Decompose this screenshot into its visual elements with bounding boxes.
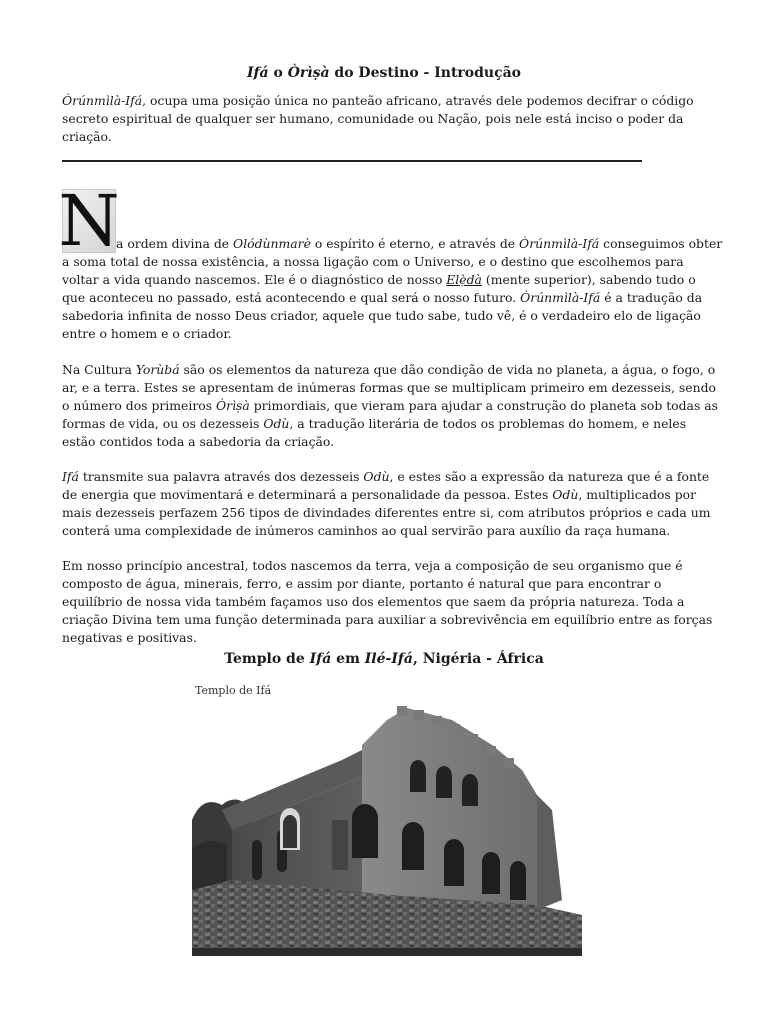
p1-eleda: Elẹ̀dà — [446, 272, 482, 287]
horizontal-rule — [62, 160, 642, 162]
p2-orisa: Òrìṣà — [216, 398, 250, 413]
p2-c: são os elementos da natureza que dão condição de vida no planeta, a água, o fogo, o ar, e a terra. Estes se apresentam de inúmeras formas que se multiplicam primeiro em dezesseis, sendo o número dos primeiros — [62, 362, 716, 413]
page-title — [0, 63, 768, 83]
p1-text-c: o espírito é eterno, e através de — [310, 236, 520, 251]
p1-olodumare: Olódùnmarè — [233, 236, 311, 251]
paragraph-3 — [62, 468, 722, 540]
paragraph-1-first-line — [116, 235, 726, 253]
p1-text-a: a ordem divina de — [116, 236, 234, 251]
p1-orunmila-2: Òrúnmìlà-Ifá — [520, 290, 601, 305]
p1-rest-c: (mente superior), sabendo tudo o que aconteceu no passado, está acontecendo e qual será o nosso futuro. — [62, 272, 696, 305]
paragraph-1 — [62, 253, 722, 343]
h2-ifa: Ifá — [309, 651, 332, 667]
intro-text: , ocupa uma posição única no panteão africano, através dele podemos decifrar o código secreto espiritual de qualquer ser humano, comunidade ou Nação, pois nele está inciso o poder da criação. — [62, 93, 694, 144]
title-ifa: Ifá — [246, 65, 269, 81]
p1-orunmila: Òrúnmìlà-Ifá — [519, 236, 600, 251]
p1-rest-e: é a tradução da sabedoria infinita de nosso Deus criador, aquele que tudo sabe, tudo vê, é o verdadeiro elo de ligação entre o homem e o criador. — [62, 290, 703, 341]
p3-ifa: Ifá — [62, 469, 79, 484]
h2-a: Templo de — [224, 651, 310, 667]
drop-cap — [58, 180, 120, 262]
p2-e: primordiais, que vieram para ajudar a construção do planeta sob todas as formas de vida, ou os dezesseis — [62, 398, 718, 431]
image-caption: Templo de Ifá — [195, 684, 272, 697]
p3-b: transmite sua palavra através dos dezesseis — [78, 469, 364, 484]
h2-e: , Nigéria - África — [412, 651, 544, 667]
p1-rest-a: a soma total de nossa existência, a nossa ligação com o Universo, e o destino que escolhemos para voltar a vida quando nascemos. Ele é o diagnóstico de nosso — [62, 254, 684, 287]
p2-g: , a tradução literária de todos os problemas do homem, e neles estão contidos toda a sabedoria da criação. — [62, 416, 687, 449]
p3-odu: Odù — [363, 469, 390, 484]
p3-d: , e estes são a expressão da natureza que é a fonte de energia que movimentará e determinará a personalidade da pessoa. Estes — [62, 469, 710, 502]
temple-photo — [192, 700, 582, 956]
paragraph-2 — [62, 361, 722, 451]
title-orisa: Òrìṣà — [287, 65, 330, 81]
h2-ile-ife: Ilé-Ifá — [364, 651, 413, 667]
title-sep: o — [268, 65, 288, 81]
p2-yoruba: Yorùbá — [135, 362, 180, 377]
p3-odu-2: Odù — [552, 487, 579, 502]
section-heading — [0, 649, 768, 669]
intro-paragraph — [62, 92, 722, 146]
drop-cap-letter: N — [58, 180, 120, 262]
title-rest: do Destino - Introdução — [329, 65, 522, 81]
intro-lead: Òrúnmìlà-Ifá — [62, 93, 143, 108]
paragraph-4: Em nosso princípio ancestral, todos nascemos da terra, veja a composição de seu organismo que é composto de água, minerais, ferro, e assim por diante, portanto é natural que para encontrar o equilíbrio de nossa vida também façamos uso dos elementos que saem da própria natureza. Toda a criação Divina tem uma função determinada para auxiliar a sobrevivência em equilíbrio entre as forças negativas e positivas. — [62, 558, 713, 645]
p2-a: Na Cultura — [62, 362, 136, 377]
h2-c: em — [331, 651, 365, 667]
p3-f: , multiplicados por mais dezesseis perfazem 256 tipos de divindades diferentes entre si, com atributos próprios e cada um conterá uma complexidade de inúmeros caminhos ao qual servirão para auxílio da raça humana. — [62, 487, 711, 538]
p1-text-e: conseguimos obter — [599, 236, 723, 251]
p2-odu: Odù — [263, 416, 290, 431]
